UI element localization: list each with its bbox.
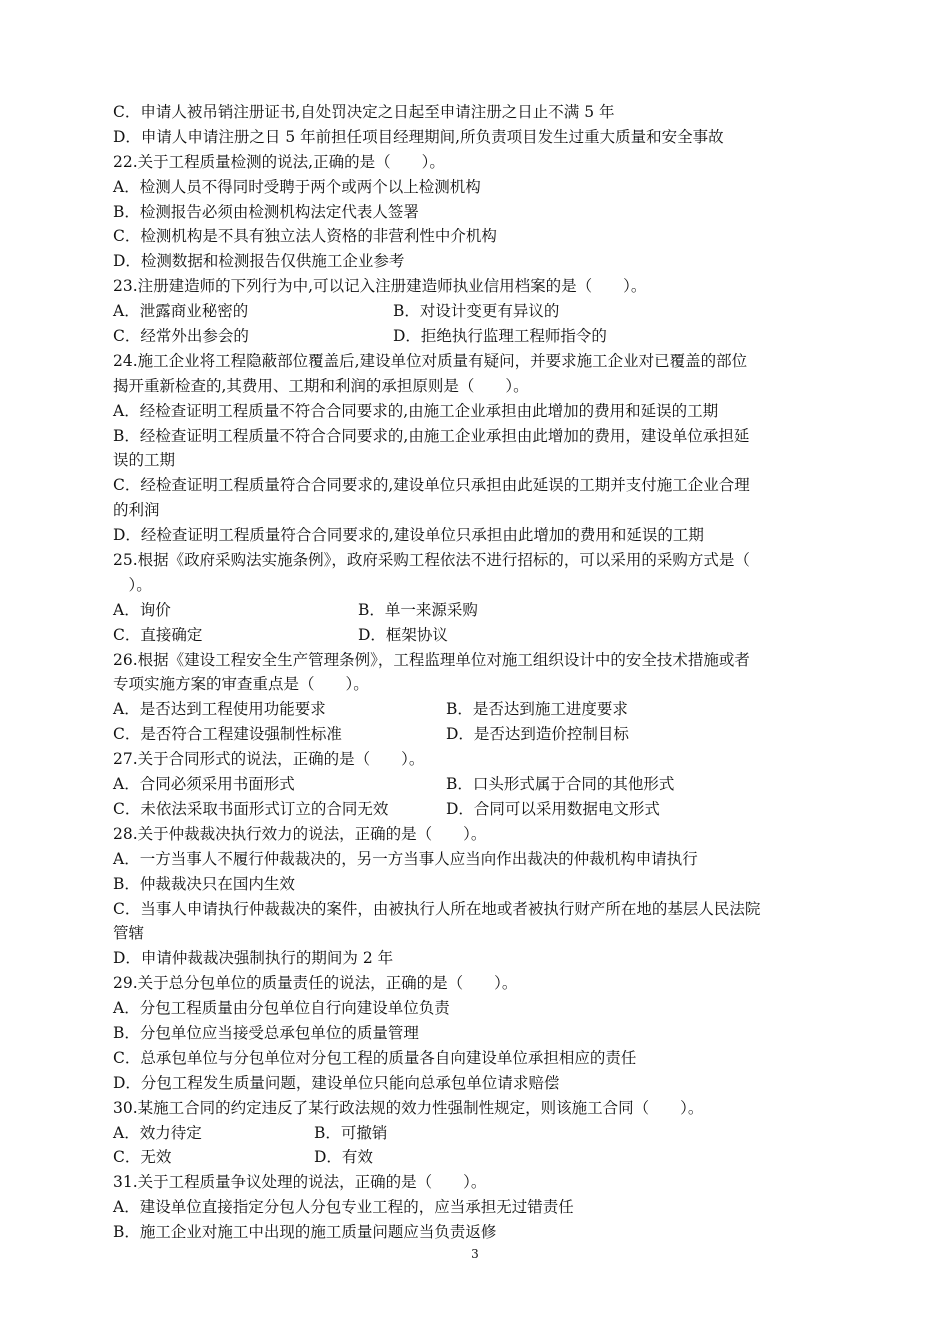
- option-right: B．是否达到施工进度要求: [446, 700, 628, 719]
- option-left: C．未依法采取书面形式订立的合同无效: [113, 799, 389, 818]
- text-line: [113, 324, 843, 349]
- text-line: 26.根据《建设工程安全生产管理条例》，工程监理单位对施工组织设计中的安全技术措施或者: [113, 650, 750, 669]
- option-right: D．是否达到造价控制目标: [446, 725, 629, 744]
- text-line: D．分包工程发生质量问题，建设单位只能向总承包单位请求赔偿: [113, 1073, 560, 1092]
- text-line: [113, 623, 843, 648]
- text-line: 30.某施工合同的约定违反了某行政法规的效力性强制性规定，则该施工合同（ ）。: [113, 1098, 704, 1117]
- text-line: C．当事人申请执行仲裁裁决的案件，由被执行人所在地或者被执行财产所在地的基层人民法院: [113, 899, 761, 918]
- document-body: [113, 100, 843, 1245]
- text-line: [113, 1145, 843, 1170]
- text-line: 专项实施方案的审查重点是（ ）。: [113, 675, 369, 694]
- option-left: A．是否达到工程使用功能要求: [113, 700, 326, 719]
- option-left: C．是否符合工程建设强制性标准: [113, 725, 342, 744]
- text-line: 管辖: [113, 924, 145, 943]
- option-left: A．询价: [113, 600, 171, 619]
- text-line: [113, 772, 843, 797]
- text-line: C．总承包单位与分包单位对分包工程的质量各自向建设单位承担相应的责任: [113, 1048, 637, 1067]
- text-line: A．分包工程质量由分包单位自行向建设单位负责: [113, 999, 450, 1018]
- option-left: C．无效: [113, 1148, 172, 1167]
- text-line: 28.关于仲裁裁决执行效力的说法，正确的是（ ）。: [113, 824, 487, 843]
- text-line: 24.施工企业将工程隐蔽部位覆盖后,建设单位对质量有疑问，并要求施工企业对已覆盖的部位: [113, 351, 748, 370]
- text-line: [113, 1121, 843, 1146]
- text-line: A．检测人员不得同时受聘于两个或两个以上检测机构: [113, 177, 481, 196]
- option-right: B．对设计变更有异议的: [393, 302, 560, 321]
- text-line: [113, 697, 843, 722]
- option-right: B．口头形式属于合同的其他形式: [446, 775, 675, 794]
- text-line: D．申请人申请注册之日 5 年前担任项目经理期间,所负责项目发生过重大质量和安全事故: [113, 127, 724, 146]
- text-line: B．检测报告必须由检测机构法定代表人签署: [113, 202, 419, 221]
- option-left: A．效力待定: [113, 1123, 202, 1142]
- option-left: C．经常外出参会的: [113, 327, 249, 346]
- text-line: C．检测机构是不具有独立法人资格的非营利性中介机构: [113, 227, 497, 246]
- text-line: 23.注册建造师的下列行为中,可以记入注册建造师执业信用档案的是（ ）。: [113, 277, 647, 296]
- text-line: B．施工企业对施工中出现的施工质量问题应当负责返修: [113, 1223, 497, 1242]
- text-line: 25.根据《政府采购法实施条例》，政府采购工程依法不进行招标的，可以采用的采购方式是（: [113, 551, 750, 570]
- text-line: D．经检查证明工程质量符合合同要求的,建设单位只承担由此增加的费用和延误的工期: [113, 526, 704, 545]
- text-line: 22.关于工程质量检测的说法,正确的是（ ）。: [113, 152, 445, 171]
- text-line: A．一方当事人不履行仲裁裁决的，另一方当事人应当向作出裁决的仲裁机构申请执行: [113, 849, 698, 868]
- option-left: A．合同必须采用书面形式: [113, 775, 295, 794]
- option-right: D．合同可以采用数据电文形式: [446, 799, 660, 818]
- text-line: 27.关于合同形式的说法，正确的是（ ）。: [113, 750, 425, 769]
- option-right: D．拒绝执行监理工程师指令的: [393, 327, 607, 346]
- text-line: 31.关于工程质量争议处理的说法，正确的是（ ）。: [113, 1173, 487, 1192]
- page-number: 3: [471, 1247, 479, 1261]
- text-line: C．经检查证明工程质量符合合同要求的,建设单位只承担由此延误的工期并支付施工企业合理: [113, 476, 750, 495]
- text-line: [113, 598, 843, 623]
- option-right: D．框架协议: [358, 625, 448, 644]
- text-line: 29.关于总分包单位的质量责任的说法，正确的是（ ）。: [113, 974, 518, 993]
- option-right: B．可撤销: [314, 1123, 388, 1142]
- option-right: D．有效: [314, 1148, 373, 1167]
- text-line: D．申请仲裁裁决强制执行的期间为 2 年: [113, 949, 394, 968]
- text-line: D．检测数据和检测报告仅供施工企业参考: [113, 252, 405, 271]
- text-line: [113, 797, 843, 822]
- text-line: ）。: [113, 575, 152, 594]
- text-line: B．仲裁裁决只在国内生效: [113, 874, 295, 893]
- option-left: A．泄露商业秘密的: [113, 302, 249, 321]
- option-left: C．直接确定: [113, 625, 203, 644]
- text-line: A．经检查证明工程质量不符合合同要求的,由施工企业承担由此增加的费用和延误的工期: [113, 401, 719, 420]
- text-line: C．申请人被吊销注册证书,自处罚决定之日起至申请注册之日止不满 5 年: [113, 103, 615, 121]
- text-line: 误的工期: [113, 451, 176, 470]
- text-line: 揭开重新检查的,其费用、工期和利润的承担原则是（ ）。: [113, 376, 529, 395]
- text-line: A．建设单位直接指定分包人分包专业工程的，应当承担无过错责任: [113, 1198, 574, 1217]
- text-line: 的利润: [113, 501, 160, 520]
- option-right: B．单一来源采购: [358, 600, 478, 619]
- text-line: B．经检查证明工程质量不符合合同要求的,由施工企业承担由此增加的费用，建设单位承担延: [113, 426, 750, 445]
- text-line: [113, 299, 843, 324]
- text-line: B．分包单位应当接受总承包单位的质量管理: [113, 1023, 419, 1042]
- text-line: [113, 722, 843, 747]
